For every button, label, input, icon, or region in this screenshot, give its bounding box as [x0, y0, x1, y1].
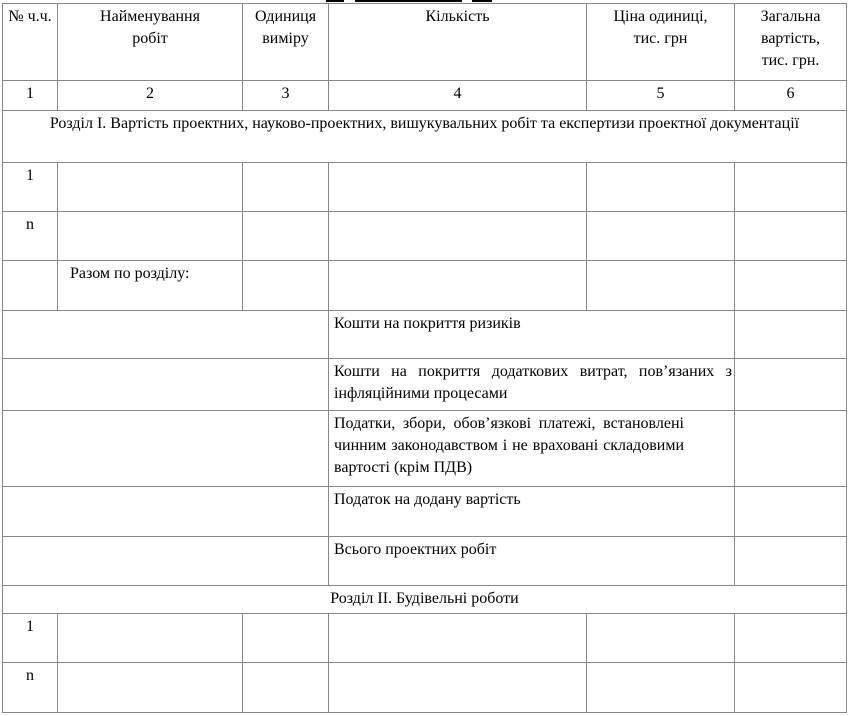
summary-label: Кошти на покриття ризиків: [329, 311, 735, 359]
summary-row: [3, 311, 847, 359]
summary-label: Всього проектних робіт: [329, 537, 735, 586]
row-number: n: [3, 212, 58, 261]
col-number: 1: [3, 81, 58, 111]
header-row: [3, 4, 847, 81]
table-row: [3, 663, 847, 713]
header-cell: Ціна одиниці, тис. грн: [587, 4, 735, 81]
col-number: 5: [587, 81, 735, 111]
column-number-row: [3, 81, 847, 111]
blank-line: [472, 0, 492, 2]
header-cell: Одиниця виміру: [243, 4, 329, 81]
summary-row: [3, 537, 847, 586]
header-cell: № ч.ч.: [3, 4, 58, 81]
table-row: [3, 614, 847, 663]
section-title: Розділ II. Будівельні роботи: [3, 586, 847, 614]
col-number: 4: [329, 81, 587, 111]
blank-line: [355, 0, 462, 2]
section-title: Розділ I. Вартість проектних, науково-проектних, вишукувальних робіт та експертизи проектної документації: [3, 111, 847, 163]
summary-row: [3, 359, 847, 411]
col-number: 2: [58, 81, 243, 111]
row-number: 1: [3, 614, 58, 663]
subtotal-row: [3, 261, 847, 311]
row-number: 1: [3, 163, 58, 212]
header-cell: Найменування робіт: [58, 4, 243, 81]
table-row: [3, 163, 847, 212]
summary-label: Податок на додану вартість: [329, 487, 735, 537]
col-number: 3: [243, 81, 329, 111]
header-cell: Кількість: [329, 4, 587, 81]
summary-label: Податки, збори, обов’язкові платежі, встановлені чинним законодавством і не враховані складовими вартості (крім ПДВ): [329, 411, 735, 487]
blank-line: [326, 0, 344, 2]
table-row: [3, 212, 847, 261]
subtotal-label: Разом по розділу:: [58, 261, 243, 311]
header-cell: Загальна вартість, тис. грн.: [735, 4, 847, 81]
row-number: n: [3, 663, 58, 713]
cost-table: [2, 3, 847, 713]
col-number: 6: [735, 81, 847, 111]
summary-row: [3, 487, 847, 537]
summary-row: [3, 411, 847, 487]
summary-label: Кошти на покриття додаткових витрат, пов’язаних з інфляційними процесами: [329, 359, 735, 411]
